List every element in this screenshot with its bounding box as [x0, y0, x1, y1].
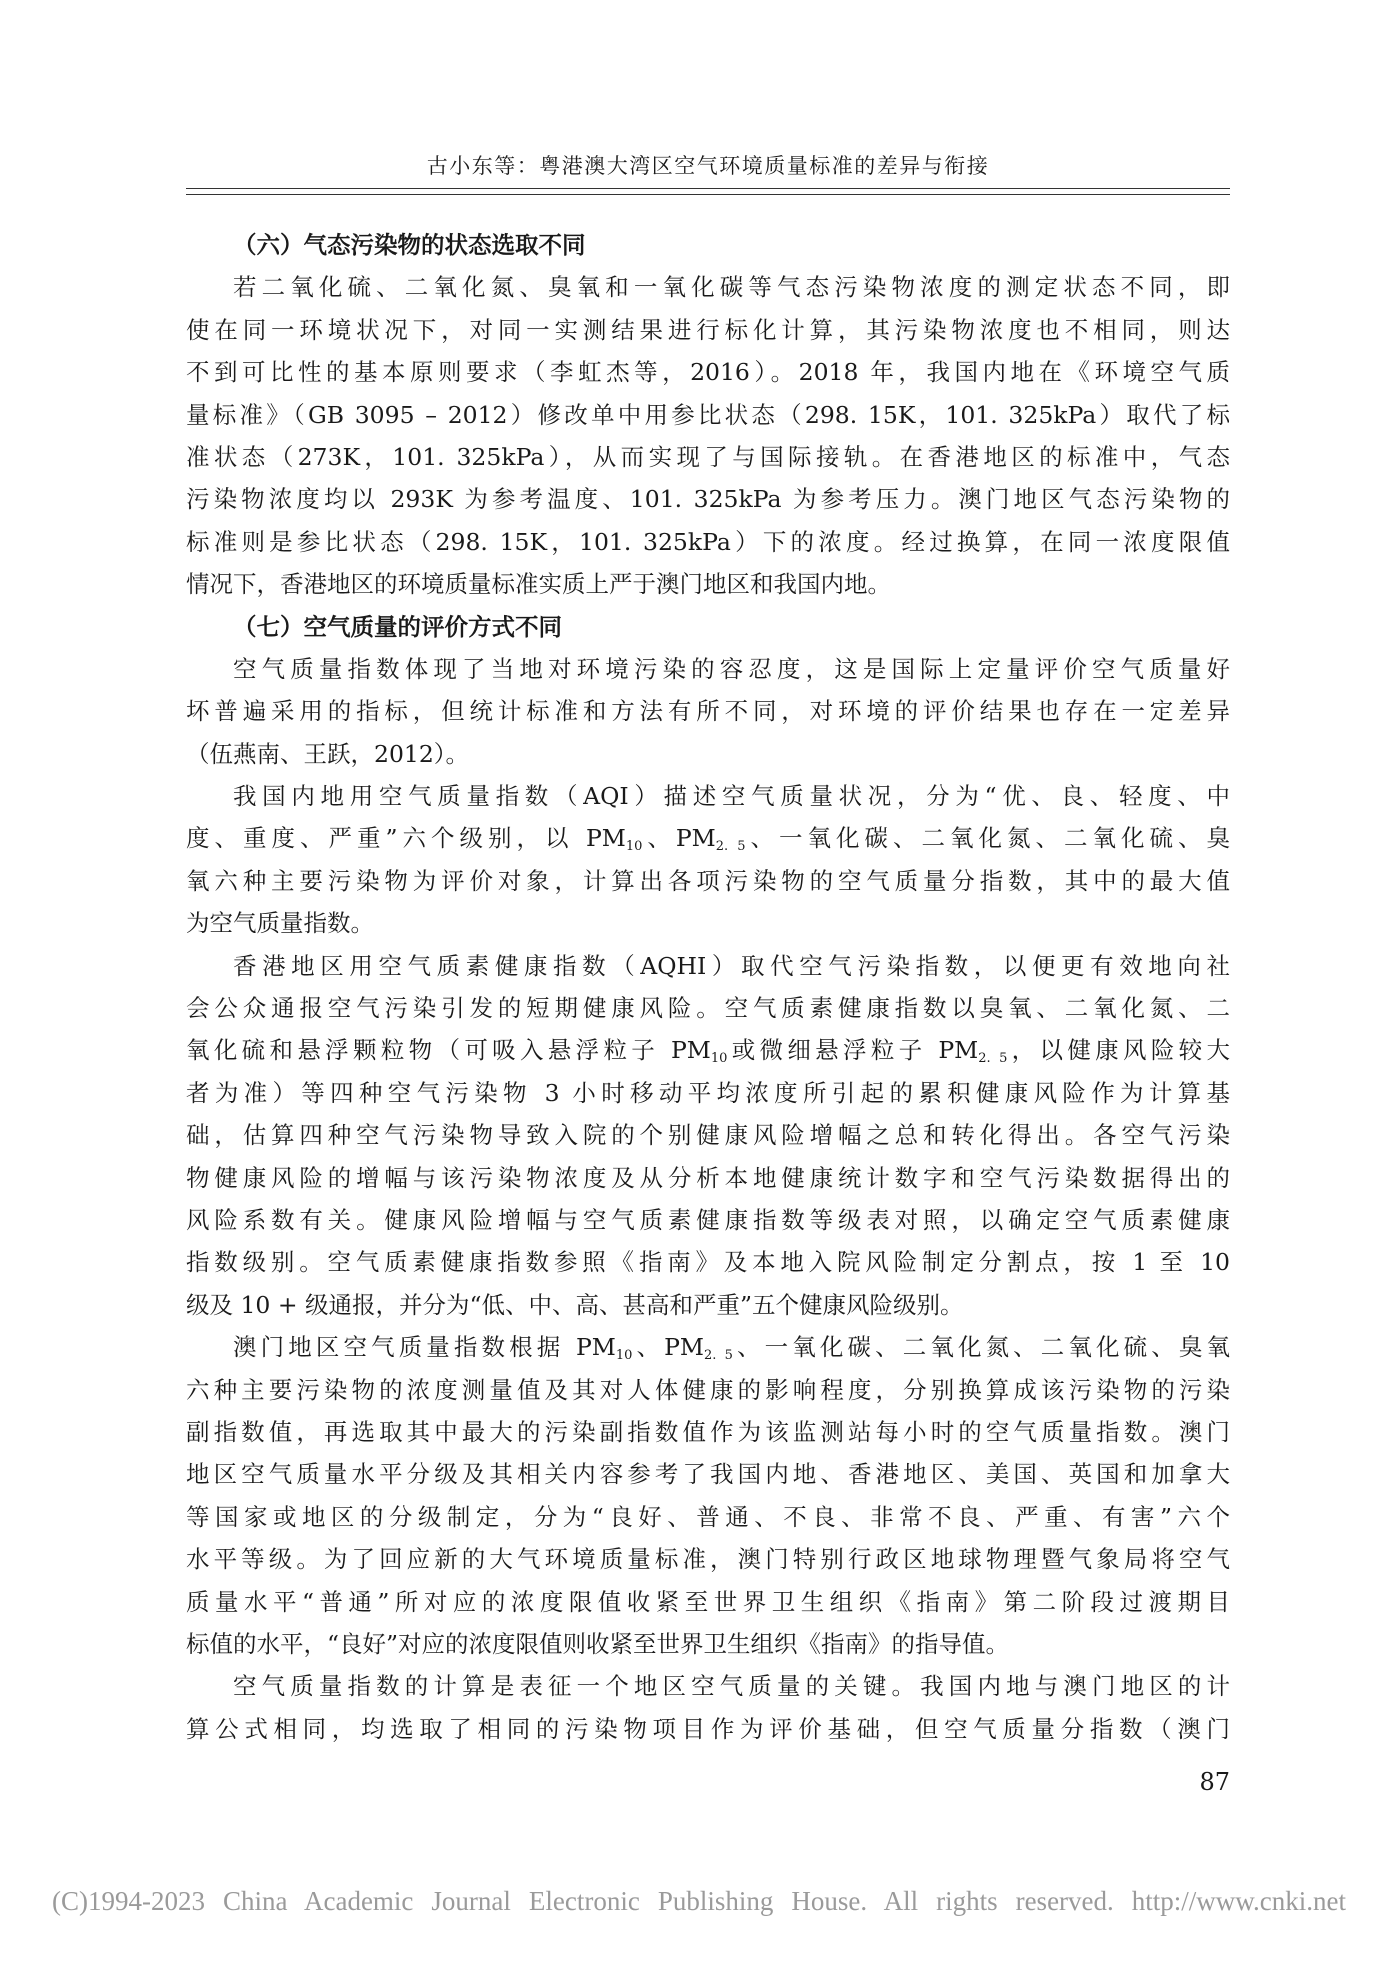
text-line — [186, 1029, 1230, 1071]
text-line: 级及 10 + 级通报，并分为“低、中、高、甚高和严重”五个健康风险级别。 — [186, 1290, 964, 1319]
copyright-notice: (C)1994-2023 China Academic Journal Electronic Publishing House. All rights reserved. http://www.cnki.net — [52, 1886, 1346, 1916]
text-run: 或微细悬浮粒子 PM — [727, 1036, 979, 1065]
text-line: 指数级别。空气质素健康指数参照《指南》及本地入院风险制定分割点，按 1 至 10 — [186, 1248, 1230, 1277]
text-run: 、一氧化碳、二氧化氮、二氧化硫、臭 — [745, 824, 1230, 853]
text-run: 、PM — [632, 1333, 704, 1362]
text-run: 澳门地区空气质量指数根据 PM — [233, 1333, 616, 1362]
text-line: 空气质量指数体现了当地对环境污染的容忍度，这是国际上定量评价空气质量好 — [233, 654, 1230, 683]
text-line: 副指数值，再选取其中最大的污染副指数值作为该监测站每小时的空气质量指数。澳门 — [186, 1417, 1230, 1446]
text-line: 者为准）等四种空气污染物 3 小时移动平均浓度所引起的累积健康风险作为计算基 — [186, 1078, 1230, 1107]
text-line: 风险系数有关。健康风险增幅与空气质素健康指数等级表对照，以确定空气质素健康 — [186, 1205, 1230, 1234]
header-rule-top — [186, 188, 1230, 189]
text-line: 标准则是参比状态（298. 15K，101. 325kPa）下的浓度。经过换算，在同一浓度限值 — [186, 527, 1230, 556]
text-line: 不到可比性的基本原则要求（李虹杰等，2016）。2018 年，我国内地在《环境空气质 — [186, 358, 1230, 387]
subscript: 2. 5 — [978, 1051, 1008, 1067]
text-line: 标值的水平，“良好”对应的浓度限值则收紧至世界卫生组织《指南》的指导值。 — [186, 1629, 1010, 1658]
page-number: 87 — [1199, 1768, 1230, 1796]
article-body — [186, 224, 1230, 1750]
text-line: （伍燕南、王跃，2012）。 — [186, 739, 470, 768]
subscript: 10 — [615, 1348, 633, 1364]
text-line: 污染物浓度均以 293K 为参考温度、101. 325kPa 为参考压力。澳门地区气态污染物的 — [186, 485, 1230, 514]
text-line: 氧六种主要污染物为评价对象，计算出各项污染物的空气质量分指数，其中的最大值 — [186, 866, 1230, 895]
text-line — [186, 817, 1230, 859]
header-rule-bottom — [186, 194, 1230, 195]
text-line: 若二氧化硫、二氧化氮、臭氧和一氧化碳等气态污染物浓度的测定状态不同，即 — [233, 273, 1230, 302]
section-heading: （七）空气质量的评价方式不同 — [233, 612, 562, 641]
subscript: 2. 5 — [715, 839, 746, 855]
text-line: 使在同一环境状况下，对同一实测结果进行标化计算，其污染物浓度也不相同，则达 — [186, 315, 1230, 344]
text-line: 我国内地用空气质量指数（AQI）描述空气质量状况，分为“优、良、轻度、中 — [233, 782, 1230, 811]
text-line: 坏普遍采用的指标，但统计标准和方法有所不同，对环境的评价结果也存在一定差异 — [186, 697, 1230, 726]
text-line: 量标准》（GB 3095 – 2012）修改单中用参比状态（298. 15K，101. 325kPa）取代了标 — [186, 400, 1230, 429]
text-line: 为空气质量指数。 — [186, 909, 374, 938]
text-line: 准状态（273K，101. 325kPa），从而实现了与国际接轨。在香港地区的标准中，气态 — [186, 442, 1230, 471]
text-line: 算公式相同，均选取了相同的污染物项目作为评价基础，但空气质量分指数（澳门 — [186, 1714, 1230, 1743]
text-line: 水平等级。为了回应新的大气环境质量标准，澳门特别行政区地球物理暨气象局将空气 — [186, 1545, 1230, 1574]
subscript: 10 — [625, 839, 643, 855]
text-line: 质量水平“普通”所对应的浓度限值收紧至世界卫生组织《指南》第二阶段过渡期目 — [186, 1587, 1230, 1616]
text-line: 物健康风险的增幅与该污染物浓度及从分析本地健康统计数字和空气污染数据得出的 — [186, 1163, 1230, 1192]
text-line: 础，估算四种空气污染物导致入院的个别健康风险增幅之总和转化得出。各空气污染 — [186, 1121, 1230, 1150]
text-run: 氧化硫和悬浮颗粒物（可吸入悬浮粒子 PM — [186, 1036, 711, 1065]
text-line: 情况下，香港地区的环境质量标准实质上严于澳门地区和我国内地。 — [186, 570, 891, 599]
text-line: 会公众通报空气污染引发的短期健康风险。空气质素健康指数以臭氧、二氧化氮、二 — [186, 994, 1230, 1023]
text-line: 空气质量指数的计算是表征一个地区空气质量的关键。我国内地与澳门地区的计 — [233, 1672, 1230, 1701]
text-run: ，以健康风险较大 — [1007, 1036, 1230, 1065]
text-run: 、一氧化碳、二氧化氮、二氧化硫、臭氧 — [732, 1333, 1230, 1362]
text-line — [186, 1326, 1230, 1368]
subscript: 10 — [710, 1051, 728, 1067]
section-heading: （六）气态污染物的状态选取不同 — [233, 231, 586, 259]
text-line: 六种主要污染物的浓度测量值及其对人体健康的影响程度，分别换算成该污染物的污染 — [186, 1375, 1230, 1404]
text-run: 、PM — [642, 824, 716, 853]
running-header: 古小东等：粤港澳大湾区空气环境质量标准的差异与衔接 — [426, 154, 990, 178]
subscript: 2. 5 — [704, 1348, 733, 1364]
text-run: 度、重度、严重”六个级别，以 PM — [186, 824, 626, 853]
text-line: 地区空气质量水平分级及其相关内容参考了我国内地、香港地区、美国、英国和加拿大 — [186, 1460, 1230, 1489]
text-line: 香港地区用空气质素健康指数（AQHI）取代空气污染指数，以便更有效地向社 — [233, 951, 1230, 980]
text-line: 等国家或地区的分级制定，分为“良好、普通、不良、非常不良、严重、有害”六个 — [186, 1502, 1230, 1531]
